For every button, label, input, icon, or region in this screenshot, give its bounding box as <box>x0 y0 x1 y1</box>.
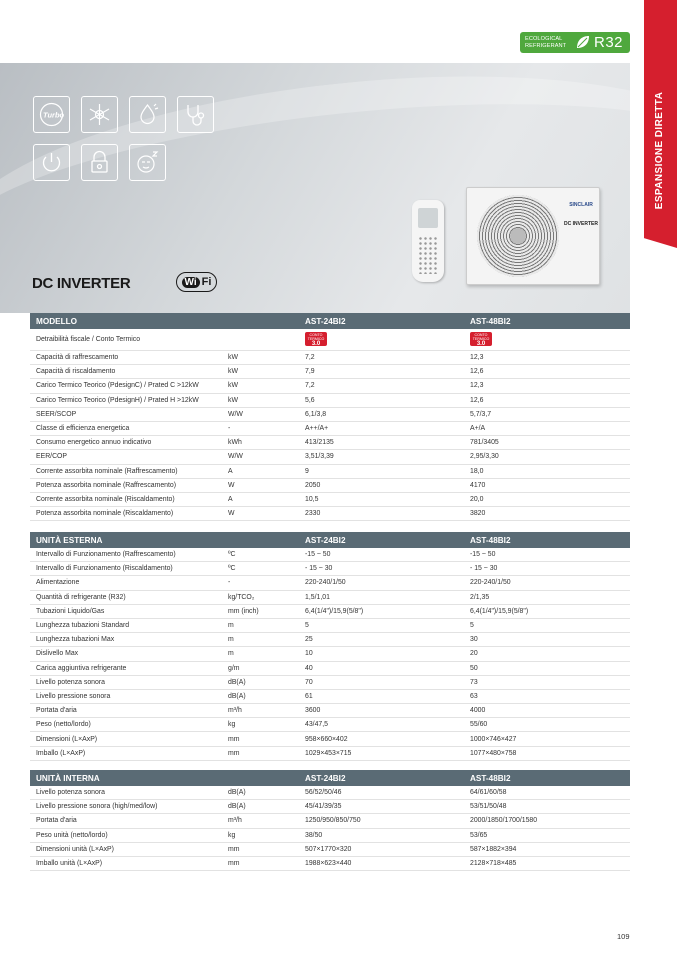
table-row <box>30 394 630 408</box>
row-value-24: 413/2135 <box>305 439 334 447</box>
table-row <box>30 365 630 379</box>
row-unit: mm <box>228 845 240 853</box>
side-tab-label-wrap <box>646 60 674 240</box>
wifi-logo <box>176 272 217 292</box>
row-unit: kW <box>228 354 238 362</box>
table-row <box>30 548 630 562</box>
row-label: Capacità di riscaldamento <box>36 368 116 376</box>
header-cell: AST-48BI2 <box>470 535 511 545</box>
table-row <box>30 465 630 479</box>
r32-label: R32 <box>594 34 624 51</box>
row-label: Lunghezza tubazioni Standard <box>36 622 130 630</box>
table-row <box>30 493 630 507</box>
row-label: Quantità di refrigerante (R32) <box>36 593 126 601</box>
table-header <box>30 532 630 548</box>
row-value-24: 6,4(1/4")/15,9(5/8") <box>305 607 364 615</box>
auto-restart-feature <box>33 144 70 181</box>
row-value-24: 5 <box>305 622 309 630</box>
row-unit: W <box>228 510 235 518</box>
row-value-48: 73 <box>470 678 478 686</box>
table-row <box>30 814 630 828</box>
row-value-24: 3,51/3,39 <box>305 453 334 461</box>
row-value-24: 43/47,5 <box>305 721 328 729</box>
leaf-icon <box>575 35 591 50</box>
outdoor-unit-table <box>30 532 630 761</box>
header-cell: AST-24BI2 <box>305 773 346 783</box>
row-value-48: 50 <box>470 664 478 672</box>
row-unit: dB(A) <box>228 692 246 700</box>
outdoor-unit-fan <box>477 195 559 277</box>
row-value-24: 10,5 <box>305 495 319 503</box>
wifi-wi: Wi <box>182 277 200 288</box>
row-label: Carico Termico Teorico (PdesignH) / Prated H >12kW <box>36 396 199 404</box>
row-unit: mm <box>228 735 240 743</box>
table-row <box>30 647 630 661</box>
row-unit: m³/h <box>228 707 242 715</box>
row-value-48: 20 <box>470 650 478 658</box>
row-value-48: 2/1,35 <box>470 593 490 601</box>
child-lock-feature <box>81 144 118 181</box>
row-value-48: 220-240/1/50 <box>470 579 511 587</box>
outdoor-unit-dc-label: DC INVERTER <box>564 221 598 227</box>
turbo-feature <box>33 96 70 133</box>
row-unit: mm (inch) <box>228 607 259 615</box>
row-value-48: 2128×718×485 <box>470 860 517 868</box>
row-unit: kg <box>228 831 236 839</box>
eco-line1: ECOLOGICAL <box>525 36 563 42</box>
row-label: Dimensioni unità (L×AxP) <box>36 845 114 853</box>
table-row <box>30 662 630 676</box>
remote-buttons <box>418 236 438 274</box>
model-spec-table <box>30 313 630 521</box>
table-row <box>30 732 630 746</box>
table-header <box>30 313 630 329</box>
row-unit: W <box>228 481 235 489</box>
row-label: Corrente assorbita nominale (Riscaldamento) <box>36 495 175 503</box>
header-cell: MODELLO <box>36 316 77 326</box>
row-value-24: 1029×453×715 <box>305 749 352 757</box>
row-value-24: 7,9 <box>305 368 315 376</box>
conto-termico-badge: CONTO TERMICO 3.0 <box>470 332 492 346</box>
table-row <box>30 479 630 493</box>
row-value-48: 64/61/60/58 <box>470 789 507 797</box>
row-label: Tubazioni Liquido/Gas <box>36 607 105 615</box>
conto-termico-cell <box>305 332 470 347</box>
row-unit: - <box>228 425 231 433</box>
row-unit: A <box>228 495 233 503</box>
row-label: Corrente assorbita nominale (Raffrescamento) <box>36 467 178 475</box>
row-value-24: 1250/950/850/750 <box>305 817 361 825</box>
conto-termico-cell <box>470 332 630 347</box>
row-unit: g/m <box>228 664 240 672</box>
row-label: Livello pressione sonora <box>36 692 111 700</box>
table-row <box>30 329 630 351</box>
row-value-24: 40 <box>305 664 313 672</box>
wifi-fi: Fi <box>201 276 212 288</box>
row-unit: kg <box>228 721 236 729</box>
row-label: Portata d'aria <box>36 817 77 825</box>
row-value-48: 30 <box>470 636 478 644</box>
row-unit: W/W <box>228 453 243 461</box>
remote-control-image <box>412 200 444 282</box>
row-value-24: 507×1770×320 <box>305 845 352 853</box>
table-row <box>30 786 630 800</box>
row-label: Imballo (L×AxP) <box>36 749 86 757</box>
row-value-24: 2330 <box>305 510 321 518</box>
row-unit: dB(A) <box>228 678 246 686</box>
row-value-48: 2,95/3,30 <box>470 453 499 461</box>
row-value-24: 3600 <box>305 707 321 715</box>
row-value-48: 12,3 <box>470 382 484 390</box>
row-unit: kW <box>228 368 238 376</box>
table-row <box>30 747 630 761</box>
row-value-48: 55/60 <box>470 721 488 729</box>
table-row <box>30 843 630 857</box>
row-value-48: 6,4(1/4")/15,9(5/8") <box>470 607 529 615</box>
table-row <box>30 690 630 704</box>
self-clean-icon <box>134 101 161 128</box>
row-label: Detraibilità fiscale / Conto Termico <box>36 336 141 343</box>
table-row <box>30 562 630 576</box>
row-value-48: 12,3 <box>470 354 484 362</box>
page-number: 109 <box>617 932 630 941</box>
table-row <box>30 619 630 633</box>
table-header <box>30 770 630 786</box>
turbo-icon <box>38 101 65 128</box>
row-value-48: 587×1882×394 <box>470 845 517 853</box>
table-row <box>30 436 630 450</box>
row-unit: A <box>228 467 233 475</box>
row-value-48: -15 ~ 50 <box>470 551 496 559</box>
row-value-48: 18,0 <box>470 467 484 475</box>
table-row <box>30 507 630 521</box>
row-value-24: - 15 ~ 30 <box>305 565 333 573</box>
row-value-48: 3820 <box>470 510 486 518</box>
row-label: Lunghezza tubazioni Max <box>36 636 115 644</box>
eco-line2: REFRIGERANT <box>525 42 567 49</box>
row-value-48: 1077×480×758 <box>470 749 517 757</box>
row-unit: m <box>228 650 234 658</box>
svg-text:Turbo: Turbo <box>43 110 65 120</box>
header-cell: AST-24BI2 <box>305 535 346 545</box>
table-row <box>30 857 630 871</box>
row-unit: ºC <box>228 565 236 573</box>
table-row <box>30 704 630 718</box>
row-value-24: 5,6 <box>305 396 315 404</box>
row-value-24: 25 <box>305 636 313 644</box>
row-label: Portata d'aria <box>36 707 77 715</box>
table-row <box>30 800 630 814</box>
conto-termico-badge: CONTO TERMICO 3.0 <box>305 332 327 346</box>
row-value-48: - 15 ~ 30 <box>470 565 498 573</box>
row-unit: dB(A) <box>228 789 246 797</box>
table-row <box>30 351 630 365</box>
table-row <box>30 605 630 619</box>
row-label: Dislivello Max <box>36 650 79 658</box>
row-value-24: 958×660×402 <box>305 735 348 743</box>
row-unit: mm <box>228 860 240 868</box>
row-label: Imballo unità (L×AxP) <box>36 860 103 868</box>
row-label: Carico Termico Teorico (PdesignC) / Prated C >12kW <box>36 382 199 390</box>
row-value-24: 61 <box>305 692 313 700</box>
ecological-refrigerant-badge <box>520 32 630 53</box>
remote-screen <box>418 208 438 228</box>
row-value-48: 781/3405 <box>470 439 499 447</box>
sleep-icon <box>134 149 161 176</box>
row-value-24: -15 ~ 50 <box>305 551 331 559</box>
row-label: Capacità di raffrescamento <box>36 354 119 362</box>
row-value-48: 53/51/50/48 <box>470 803 507 811</box>
row-value-24: A++/A+ <box>305 425 329 433</box>
outdoor-unit-image <box>466 187 600 285</box>
side-tab-label: ESPANSIONE DIRETTA <box>654 91 666 209</box>
row-value-24: 7,2 <box>305 354 315 362</box>
header-cell: AST-48BI2 <box>470 316 511 326</box>
power-restart-icon <box>38 149 65 176</box>
lock-icon <box>86 149 113 176</box>
row-label: Peso unità (netto/lordo) <box>36 831 108 839</box>
eco-text <box>520 36 575 49</box>
row-value-24: 1988×623×440 <box>305 860 352 868</box>
header-cell: AST-48BI2 <box>470 773 511 783</box>
sleep-feature <box>129 144 166 181</box>
outdoor-unit-brand: SINCLAIR <box>569 202 593 208</box>
row-unit: m <box>228 636 234 644</box>
row-value-24: 2050 <box>305 481 321 489</box>
row-value-48: 12,6 <box>470 368 484 376</box>
row-label: Potenza assorbita nominale (Raffrescamento) <box>36 481 177 489</box>
row-label: Consumo energetico annuo indicativo <box>36 439 152 447</box>
row-label: EER/COP <box>36 453 68 461</box>
table-row <box>30 633 630 647</box>
row-value-48: 2000/1850/1700/1580 <box>470 817 538 825</box>
row-value-48: 12,6 <box>470 396 484 404</box>
row-value-24: 45/41/39/35 <box>305 803 342 811</box>
row-value-48: 63 <box>470 692 478 700</box>
row-value-48: 1000×746×427 <box>470 735 517 743</box>
row-label: Livello pressione sonora (high/med/low) <box>36 803 158 811</box>
row-label: SEER/SCOP <box>36 410 77 418</box>
table-row <box>30 422 630 436</box>
header-cell: AST-24BI2 <box>305 316 346 326</box>
row-value-24: 38/50 <box>305 831 323 839</box>
row-value-24: 9 <box>305 467 309 475</box>
dc-inverter-logo <box>32 275 144 291</box>
row-unit: kW <box>228 382 238 390</box>
header-cell: UNITÀ ESTERNA <box>36 535 103 545</box>
row-label: Livello potenza sonora <box>36 789 105 797</box>
table-row <box>30 576 630 590</box>
table-row <box>30 829 630 843</box>
row-value-48: 4170 <box>470 481 486 489</box>
row-value-48: 53/65 <box>470 831 488 839</box>
row-label: Alimentazione <box>36 579 80 587</box>
cold-plasma-feature <box>81 96 118 133</box>
row-unit: - <box>228 579 231 587</box>
row-unit: dB(A) <box>228 803 246 811</box>
row-value-48: A+/A <box>470 425 486 433</box>
row-label: Peso (netto/lordo) <box>36 721 91 729</box>
table-row <box>30 450 630 464</box>
row-value-24: 56/52/50/46 <box>305 789 342 797</box>
health-feature <box>177 96 214 133</box>
row-value-24: 6,1/3,8 <box>305 410 327 418</box>
row-value-48: 4000 <box>470 707 486 715</box>
row-label: Intervallo di Funzionamento (Riscaldamento) <box>36 565 173 573</box>
row-value-24: 7,2 <box>305 382 315 390</box>
table-row <box>30 676 630 690</box>
row-label: Livello potenza sonora <box>36 678 105 686</box>
row-unit: kg/TCO₂ <box>228 593 255 601</box>
row-label: Classe di efficienza energetica <box>36 425 130 433</box>
row-label: Potenza assorbita nominale (Riscaldamento) <box>36 510 174 518</box>
row-value-24: 220-240/1/50 <box>305 579 346 587</box>
row-unit: kW <box>228 396 238 404</box>
row-label: Intervallo di Funzionamento (Raffrescamento) <box>36 551 176 559</box>
table-row <box>30 718 630 732</box>
row-unit: W/W <box>228 410 243 418</box>
row-unit: ºC <box>228 551 236 559</box>
row-unit: kWh <box>228 439 242 447</box>
row-value-48: 5,7/3,7 <box>470 410 492 418</box>
row-unit: m³/h <box>228 817 242 825</box>
row-unit: mm <box>228 749 240 757</box>
row-value-24: 1,5/1,01 <box>305 593 330 601</box>
row-value-48: 5 <box>470 622 474 630</box>
row-value-48: 20,0 <box>470 495 484 503</box>
table-row <box>30 379 630 393</box>
stethoscope-icon <box>182 101 209 128</box>
indoor-unit-table <box>30 770 630 871</box>
row-label: Dimensioni (L×AxP) <box>36 735 98 743</box>
row-unit: m <box>228 622 234 630</box>
snowflake-icon <box>86 101 113 128</box>
self-clean-feature <box>129 96 166 133</box>
row-value-24: 70 <box>305 678 313 686</box>
row-value-24: 10 <box>305 650 313 658</box>
table-row <box>30 408 630 422</box>
row-label: Carica aggiuntiva refrigerante <box>36 664 127 672</box>
table-row <box>30 591 630 605</box>
header-cell: UNITÀ INTERNA <box>36 773 100 783</box>
dc-inverter-text: DC INVERTER <box>32 275 131 292</box>
